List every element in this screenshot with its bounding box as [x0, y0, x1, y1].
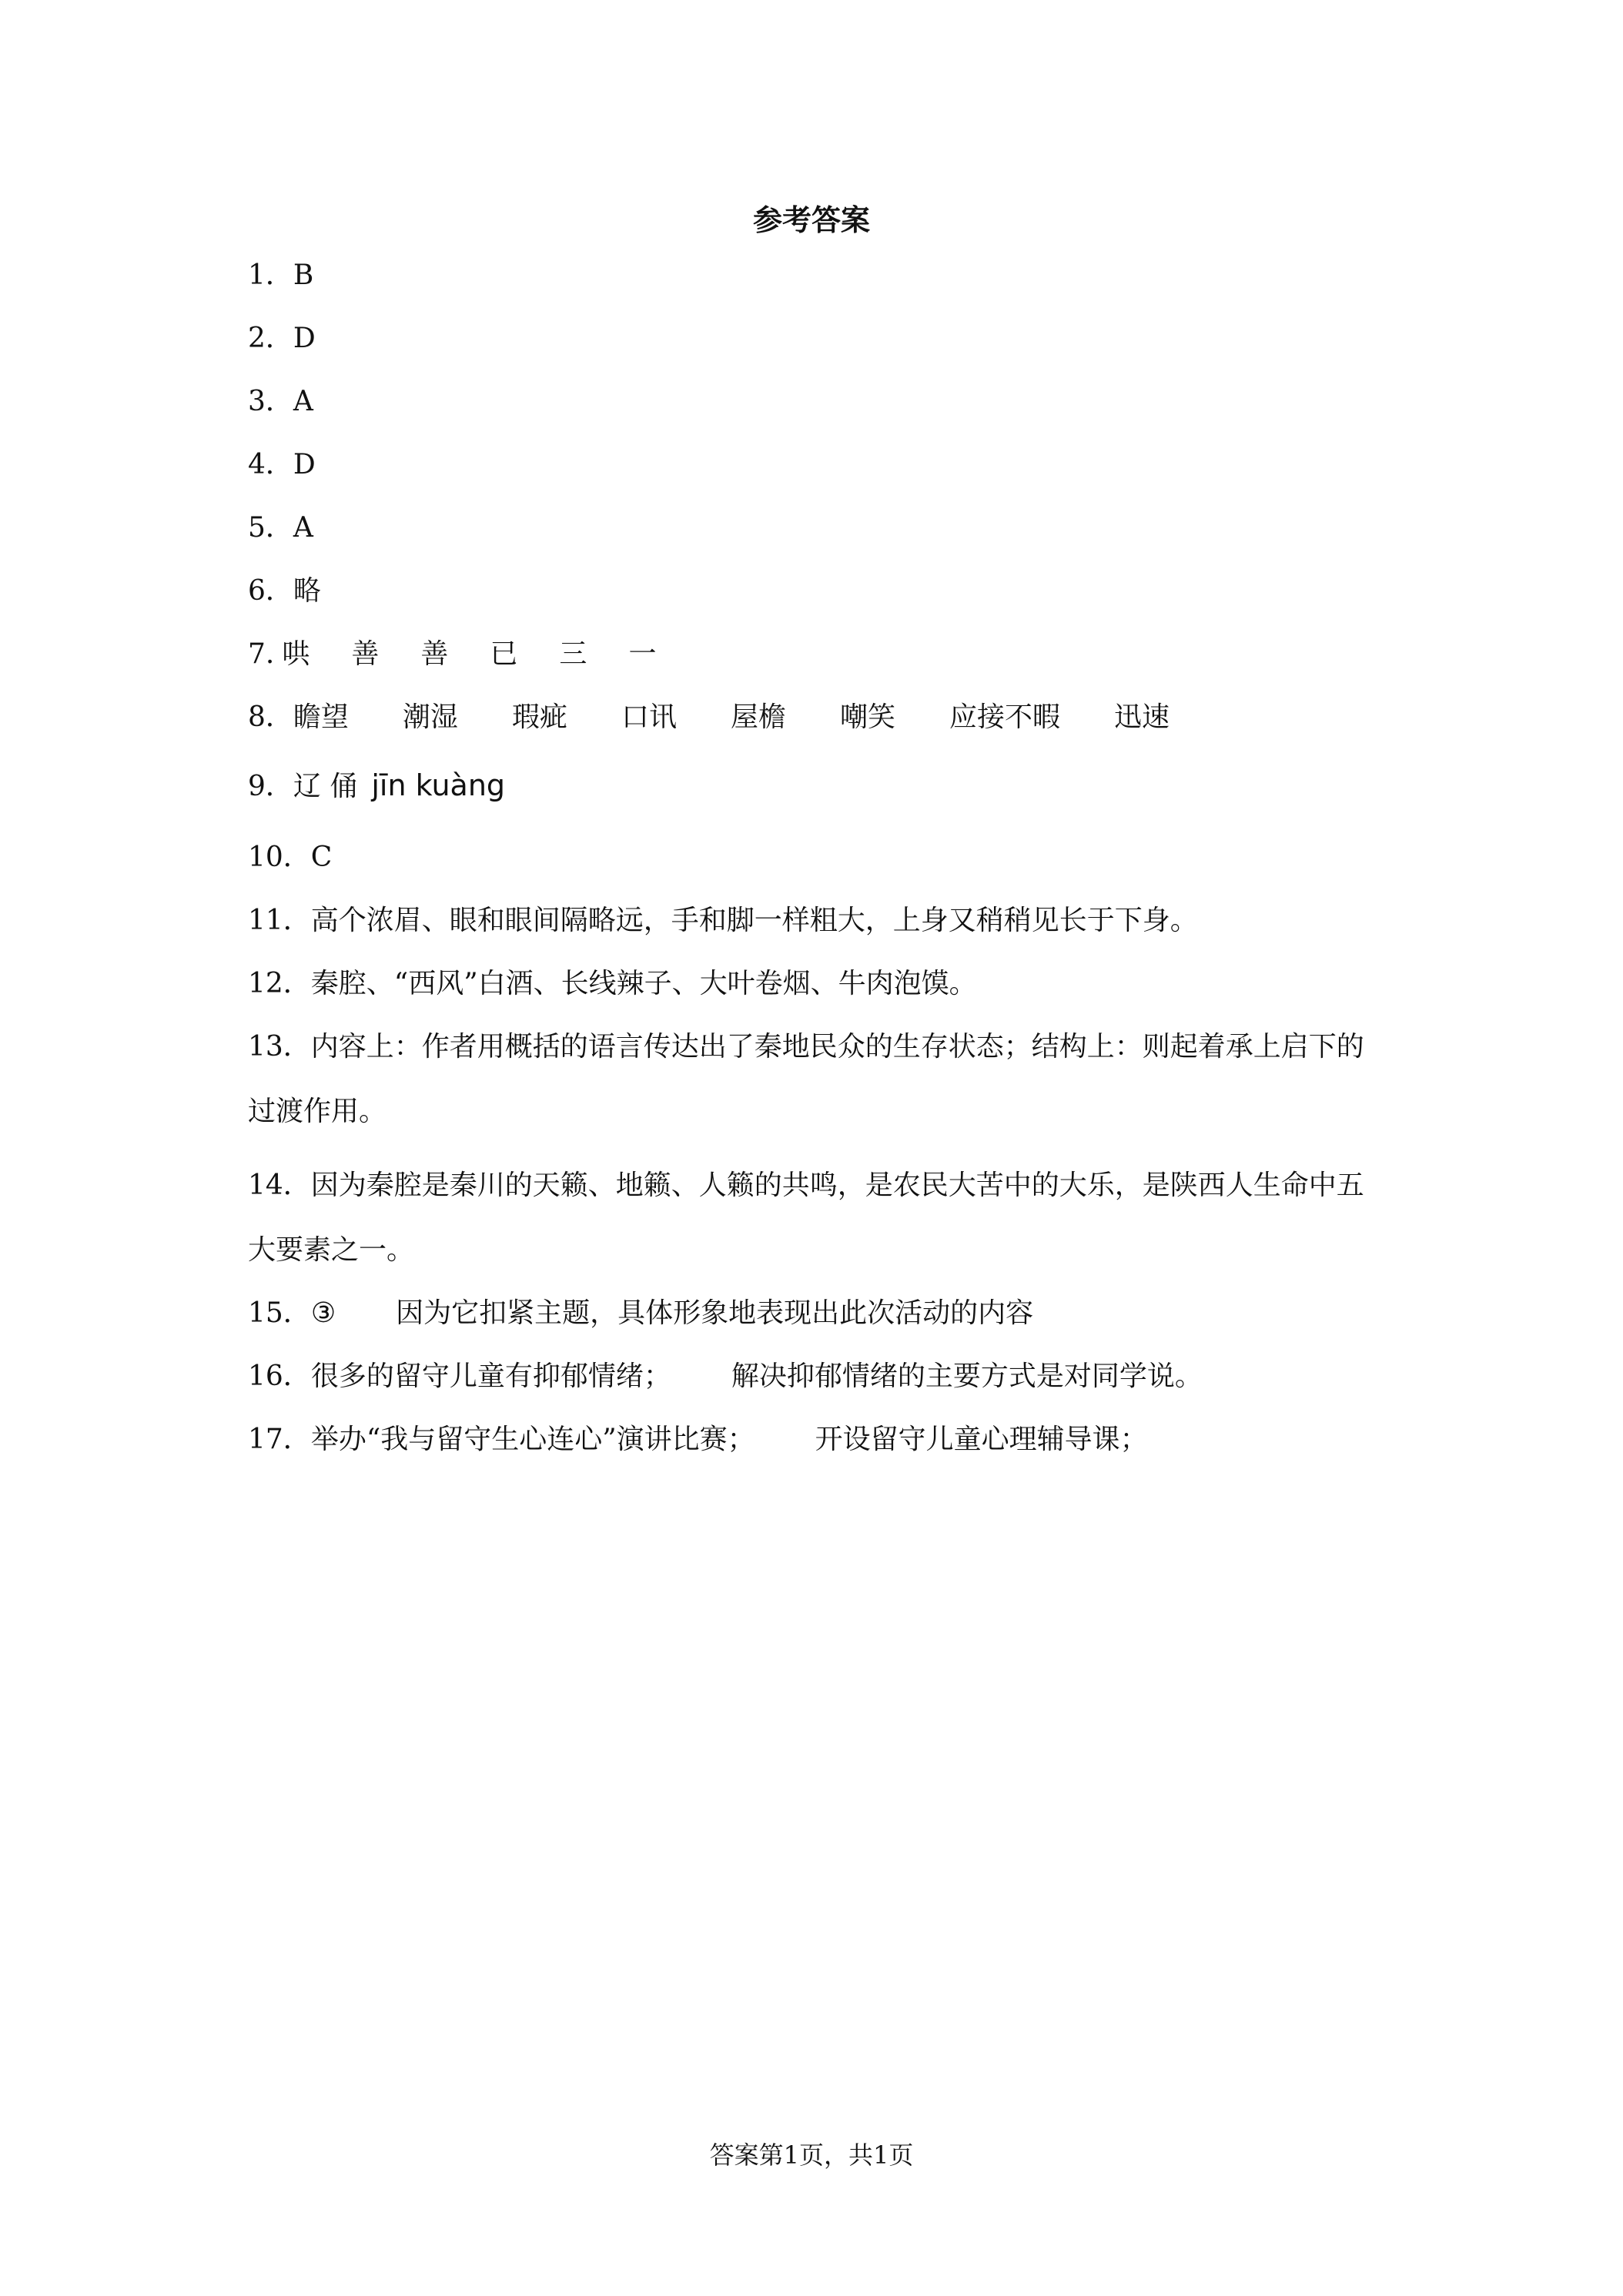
answer-11: 11．高个浓眉、眼和眼间隔略远，手和脚一样粗大，上身又稍稍见长于下身。: [248, 905, 1198, 936]
answer-7-number: 7.: [248, 638, 275, 670]
answer-8-item: 瞻望: [293, 701, 349, 733]
answer-8: [248, 696, 1403, 739]
answer-15: [248, 1292, 1403, 1335]
answer-9-number: 9．: [248, 771, 293, 802]
answer-1: 1．B: [248, 259, 314, 291]
answer-7-item: 善: [351, 638, 380, 670]
answer-8-item: 口讯: [621, 701, 677, 733]
answer-9-pinyin: jīn kuàng: [371, 768, 506, 802]
answer-15-number: 15．: [248, 1297, 311, 1329]
answer-5: 5．A: [248, 512, 313, 544]
answer-16-number: 16．: [248, 1361, 311, 1392]
answer-8-item: 潮湿: [402, 701, 458, 733]
answer-4: 4．D: [248, 449, 316, 480]
answer-8-item: 屋檐: [730, 701, 786, 733]
answer-16-part-2: 解决抑郁情绪的主要方式是对同学说。: [731, 1361, 1203, 1392]
answer-10: 10．C: [248, 842, 333, 873]
answer-17: [248, 1418, 1403, 1461]
answer-8-item: 瑕疵: [511, 701, 567, 733]
answer-7-item: 已: [490, 638, 518, 670]
answer-8-number: 8．: [248, 701, 293, 733]
answer-7-item: 一: [628, 638, 657, 670]
answer-9: [248, 764, 1403, 808]
answer-7-item: 哄: [282, 638, 310, 670]
answer-8-item: 应接不暇: [949, 701, 1061, 733]
answer-14: 14．因为秦腔是秦川的天籁、地籁、人籁的共鸣，是农民大苦中的大乐，是陕西人生命中五大要素之一。: [248, 1170, 1364, 1266]
answer-16-part-1: 很多的留守儿童有抑郁情绪；: [310, 1361, 671, 1392]
answer-8-item: 嘲笑: [839, 701, 895, 733]
answer-7-item: 三: [559, 638, 587, 670]
answer-8-item: 迅速: [1114, 701, 1170, 733]
page-title: 参考答案: [752, 202, 870, 237]
answer-15-choice: ③: [310, 1297, 336, 1329]
answer-17-part-2: 开设留守儿童心理辅导课；: [815, 1424, 1148, 1455]
answer-15-reason: 因为它扣紧主题，具体形象地表现出此次活动的内容: [396, 1297, 1034, 1329]
answer-16: [248, 1355, 1403, 1398]
answer-list: [248, 254, 1403, 1455]
answer-9-chars: 辽 俑: [293, 771, 358, 802]
page-footer: 答案第1页，共1页: [709, 2140, 914, 2170]
answer-3: 3．A: [248, 386, 313, 417]
answer-2: 2．D: [248, 323, 316, 354]
answer-7: [248, 633, 1403, 676]
answer-17-number: 17．: [248, 1424, 311, 1455]
answer-13: 13．内容上：作者用概括的语言传达出了秦地民众的生存状态；结构上：则起着承上启下的过渡作用。: [248, 1031, 1364, 1127]
answer-12: 12．秦腔、“西风”白酒、长线辣子、大叶卷烟、牛肉泡馍。: [248, 968, 977, 999]
answer-7-item: 善: [420, 638, 449, 670]
answer-6: 6．略: [248, 575, 321, 607]
answer-17-part-1: 举办“我与留守生心连心”演讲比赛；: [310, 1424, 755, 1455]
